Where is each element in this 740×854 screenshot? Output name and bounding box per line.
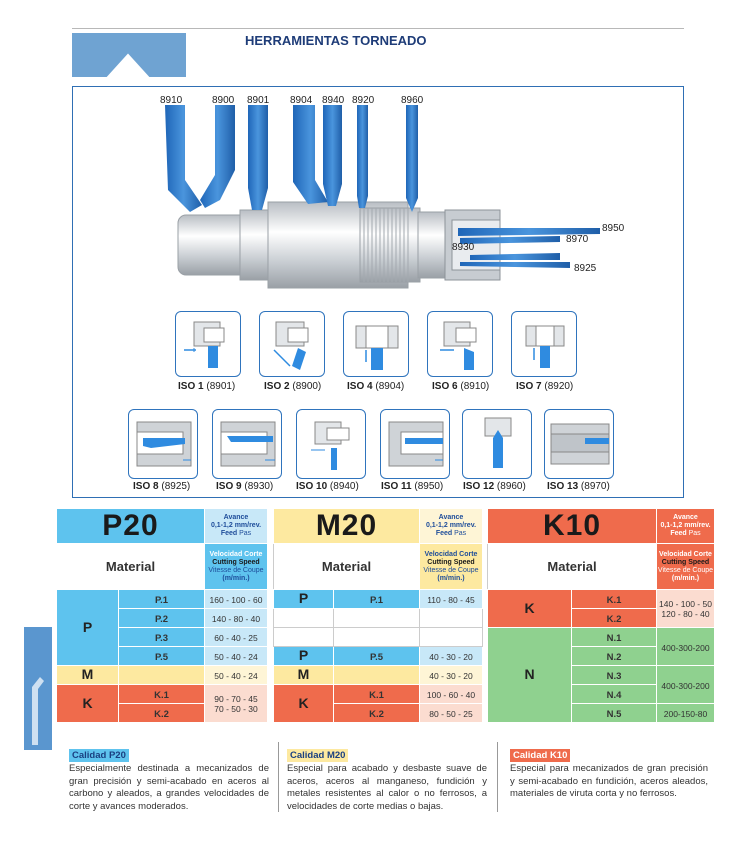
k10-feed-header: Avance 0,1-1,2 mm/rev. Feed Pas bbox=[657, 509, 715, 544]
p20-val-m: 50 - 40 - 24 bbox=[205, 666, 268, 685]
k10-sub-n3: N.3 bbox=[572, 666, 657, 685]
iso-label-6: ISO 6 (8910) bbox=[432, 381, 490, 392]
m20-sub-p1: P.1 bbox=[334, 590, 420, 609]
tool-number-8901: 8901 bbox=[247, 95, 270, 106]
desc-k10-text: Especial para mecanizados de gran precisión y semi-acabado en fundición, aceros aleados, materiales de viruta corta y no ferrosos. bbox=[510, 763, 708, 799]
p20-feed-header: Avance 0,1-1,2 mm/rev. Feed Pas bbox=[205, 509, 268, 544]
m20-sub-p5: P.5 bbox=[334, 647, 420, 666]
k10-sub-k2: K.2 bbox=[572, 609, 657, 628]
iso-card-12 bbox=[462, 409, 532, 479]
m20-sub-m bbox=[334, 666, 420, 685]
k10-sub-n2: N.2 bbox=[572, 647, 657, 666]
m20-table bbox=[273, 508, 483, 723]
tool-number-8970: 8970 bbox=[566, 234, 589, 245]
tool-number-8925: 8925 bbox=[574, 263, 597, 274]
iso-card-10 bbox=[296, 409, 366, 479]
tool-number-8950: 8950 bbox=[602, 223, 625, 234]
tool-number-8900: 8900 bbox=[212, 95, 235, 106]
m20-empty-1b bbox=[334, 609, 420, 628]
tool-number-8940: 8940 bbox=[322, 95, 345, 106]
k10-sub-n5: N.5 bbox=[572, 704, 657, 723]
k10-sub-k1: K.1 bbox=[572, 590, 657, 609]
desc-m20-text: Especial para acabado y desbaste suave de aceros, aceros al manganeso, fundición y metales resistentes al calor o no ferrosos, a velocidades de corte medias o bajas. bbox=[287, 763, 487, 812]
k10-table bbox=[487, 508, 715, 723]
desc-separator-1 bbox=[278, 742, 279, 812]
iso-label-13: ISO 13 (8970) bbox=[547, 481, 610, 492]
m20-speed-header: Velocidad Corte Cutting Speed Vitesse de Coupe (m/min.) bbox=[420, 544, 483, 590]
p20-val-k: 90 - 70 - 45 70 - 50 - 30 bbox=[205, 685, 268, 723]
iso-card-2 bbox=[259, 311, 325, 377]
p20-group-k: K bbox=[57, 685, 119, 723]
p20-speed-header: Velocidad Corte Cutting Speed Vitesse de Coupe (m/min.) bbox=[205, 544, 268, 590]
tool-number-8904: 8904 bbox=[290, 95, 313, 106]
k10-grade-name: K10 bbox=[488, 509, 657, 544]
m20-empty-2a bbox=[274, 628, 334, 647]
p20-grade-name: P20 bbox=[57, 509, 205, 544]
desc-p20 bbox=[69, 745, 269, 813]
iso-card-11 bbox=[380, 409, 450, 479]
desc-k10-title: Calidad K10 bbox=[510, 749, 570, 762]
p20-table bbox=[56, 508, 268, 723]
desc-k10 bbox=[510, 745, 708, 801]
desc-separator-2 bbox=[497, 742, 498, 812]
iso-label-10: ISO 10 (8940) bbox=[296, 481, 359, 492]
p20-sub-p3: P.3 bbox=[119, 628, 205, 647]
p20-sub-k1: K.1 bbox=[119, 685, 205, 704]
k10-group-k: K bbox=[488, 590, 572, 628]
side-tab bbox=[24, 627, 52, 750]
p20-sub-p1: P.1 bbox=[119, 590, 205, 609]
iso-label-7: ISO 7 (8920) bbox=[516, 381, 574, 392]
m20-empty-2b bbox=[334, 628, 420, 647]
m20-val-k1: 100 - 60 - 40 bbox=[420, 685, 483, 704]
iso-card-9 bbox=[212, 409, 282, 479]
k10-group-n: N bbox=[488, 628, 572, 723]
p20-material-header: Material bbox=[57, 544, 205, 590]
p20-group-m: M bbox=[57, 666, 119, 685]
desc-p20-title: Calidad P20 bbox=[69, 749, 129, 762]
p20-val-p3: 60 - 40 - 25 bbox=[205, 628, 268, 647]
p20-group-p: P bbox=[57, 590, 119, 666]
iso-label-8: ISO 8 (8925) bbox=[133, 481, 191, 492]
page-title: HERRAMIENTAS TORNEADO bbox=[245, 33, 427, 48]
desc-p20-text: Especialmente destinada a mecanizados de gran precisión y semi-acabado en aceros al carbono y aleados, a grandes velocidades de corte y avances moderados. bbox=[69, 763, 269, 812]
p20-sub-m bbox=[119, 666, 205, 685]
k10-val-n34: 400-300-200 bbox=[657, 666, 715, 704]
p20-val-p1: 160 - 100 - 60 bbox=[205, 590, 268, 609]
iso-label-9: ISO 9 (8930) bbox=[216, 481, 274, 492]
iso-card-4 bbox=[343, 311, 409, 377]
m20-empty-1a bbox=[274, 609, 334, 628]
m20-group-k: K bbox=[274, 685, 334, 723]
m20-group-p1: P bbox=[274, 590, 334, 609]
p20-sub-p2: P.2 bbox=[119, 609, 205, 628]
tool-number-8930: 8930 bbox=[452, 242, 475, 253]
p20-val-p2: 140 - 80 - 40 bbox=[205, 609, 268, 628]
tool-number-8910: 8910 bbox=[160, 95, 183, 106]
iso-label-12: ISO 12 (8960) bbox=[463, 481, 526, 492]
iso-label-11: ISO 11 (8950) bbox=[381, 481, 444, 492]
p20-val-p5: 50 - 40 - 24 bbox=[205, 647, 268, 666]
iso-card-6 bbox=[427, 311, 493, 377]
k10-speed-header: Velocidad Corte Cutting Speed Vitesse de Coupe (m/min.) bbox=[657, 544, 715, 590]
tool-number-8960: 8960 bbox=[401, 95, 424, 106]
p20-sub-k2: K.2 bbox=[119, 704, 205, 723]
m20-group-m: M bbox=[274, 666, 334, 685]
k10-sub-n4: N.4 bbox=[572, 685, 657, 704]
iso-card-8 bbox=[128, 409, 198, 479]
tool-number-8920: 8920 bbox=[352, 95, 375, 106]
desc-m20 bbox=[287, 745, 487, 813]
k10-val-k: 140 - 100 - 50 120 - 80 - 40 bbox=[657, 590, 715, 628]
iso-card-7 bbox=[511, 311, 577, 377]
iso-label-4: ISO 4 (8904) bbox=[347, 381, 405, 392]
k10-material-header: Material bbox=[488, 544, 657, 590]
iso-card-13 bbox=[544, 409, 614, 479]
header-tab bbox=[72, 33, 186, 77]
m20-val-p5: 40 - 30 - 20 bbox=[420, 647, 483, 666]
m20-sub-k1: K.1 bbox=[334, 685, 420, 704]
m20-val-k2: 80 - 50 - 25 bbox=[420, 704, 483, 723]
lathe-illustration bbox=[160, 100, 640, 290]
m20-empty-2c bbox=[420, 628, 483, 647]
m20-grade-name: M20 bbox=[274, 509, 420, 544]
m20-material-header: Material bbox=[274, 544, 420, 590]
k10-val-n5: 200-150-80 bbox=[657, 704, 715, 723]
m20-sub-k2: K.2 bbox=[334, 704, 420, 723]
m20-group-p5: P bbox=[274, 647, 334, 666]
m20-empty-1c bbox=[420, 609, 483, 628]
m20-val-m: 40 - 30 - 20 bbox=[420, 666, 483, 685]
iso-label-1: ISO 1 (8901) bbox=[178, 381, 236, 392]
k10-sub-n1: N.1 bbox=[572, 628, 657, 647]
iso-card-1 bbox=[175, 311, 241, 377]
k10-val-n12: 400-300-200 bbox=[657, 628, 715, 666]
m20-val-p1: 110 - 80 - 45 bbox=[420, 590, 483, 609]
iso-label-2: ISO 2 (8900) bbox=[264, 381, 322, 392]
m20-feed-header: Avance 0,1-1,2 mm/rev. Feed Pas bbox=[420, 509, 483, 544]
p20-sub-p5: P.5 bbox=[119, 647, 205, 666]
desc-m20-title: Calidad M20 bbox=[287, 749, 348, 762]
top-divider bbox=[72, 28, 684, 29]
